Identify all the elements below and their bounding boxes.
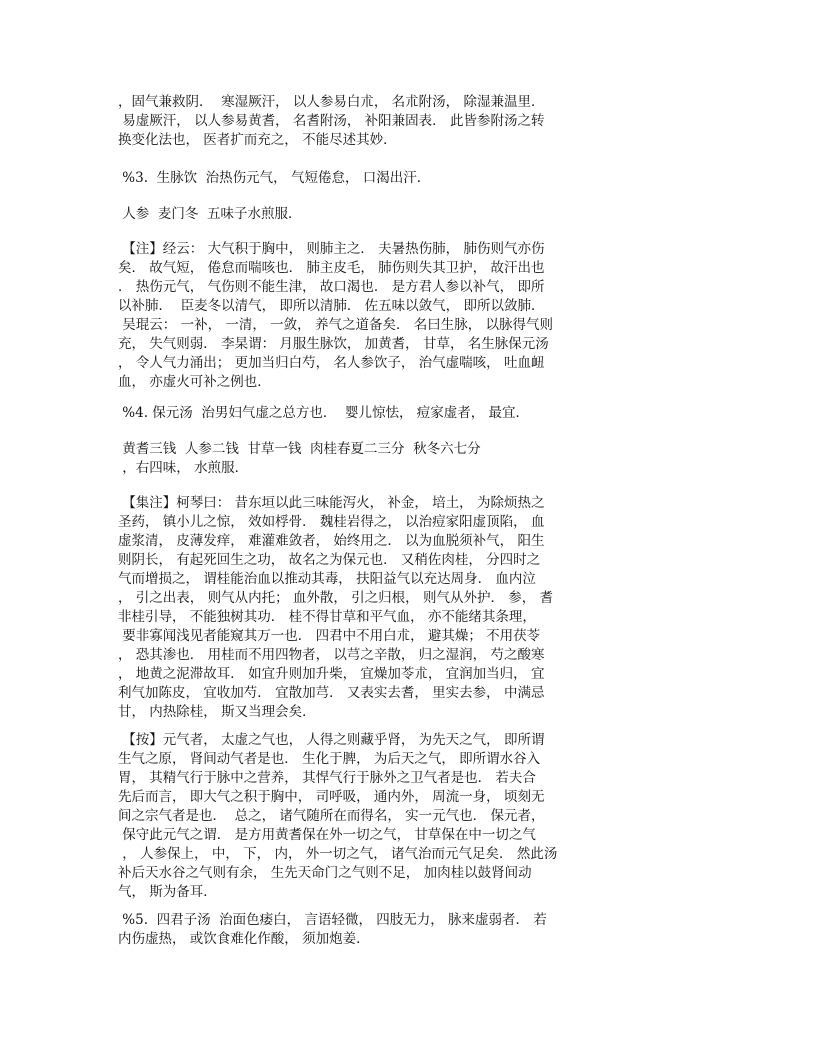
- text-line: 则阴长， 有起死回生之功， 故名之为保元也． 又稍佐肉桂， 分四时之: [118, 552, 541, 568]
- heading-sijunzitang: [118, 911, 598, 949]
- text-line: 血， 亦虚火可补之例也．: [118, 374, 271, 390]
- text-line: 【集注】柯琴曰： 昔东垣以此三味能泻火， 补金， 培土， 为除烦热之: [118, 495, 545, 511]
- text-line: ． 热伤元气， 气伤则不能生津， 故口渴也． 是方君人参以补气， 即所: [118, 279, 545, 295]
- text-line: 黄耆三钱 人参二钱 甘草一钱 肉桂春夏二三分 秋冬六七分: [118, 441, 481, 457]
- text-line: 甘， 内热除桂， 斯又当理会矣．: [118, 704, 316, 720]
- paragraph-fuzi-variants: [118, 93, 598, 150]
- note-yuanqi: [118, 731, 598, 902]
- text-line: 以补肺． 臣麦冬以清气， 即所以清肺． 佐五味以敛气， 即所以敛肺．: [118, 298, 545, 314]
- text-line: 人参 麦门冬 五味子水煎服．: [118, 206, 302, 222]
- text-line: 气而增损之， 谓桂能治血以推动其毒， 扶阳益气以充达周身． 血内泣: [118, 571, 536, 587]
- ingredients-baoyuantang: [118, 440, 598, 478]
- text-line: 先后而言， 即大气之积于胸中， 司呼吸， 通内外， 周流一身， 顷刻无: [118, 789, 545, 805]
- text-line: 虚浆清， 皮薄发痒， 难灌难敛者， 始终用之． 以为血脱须补气， 阳生: [118, 533, 545, 549]
- ingredients-shengmaiyin: [118, 205, 598, 224]
- text-line: %4. 保元汤 治男妇气虚之总方也． 婴儿惊怯， 痘家虚者， 最宜．: [118, 405, 530, 421]
- text-line: 生气之原， 肾间动气者是也． 生化于脾， 为后天之气， 即所谓水谷入: [118, 751, 541, 767]
- text-line: 保守此元气之谓． 是方用黄耆保在外一切之气， 甘草保在中一切之气: [118, 827, 536, 843]
- text-line: 吴琨云： 一补， 一清， 一敛， 养气之道备矣． 名曰生脉， 以脉得气则: [118, 317, 554, 333]
- text-line: 换变化法也， 医者扩而充之， 不能尽述其妙．: [118, 132, 397, 148]
- heading-shengmaiyin: [118, 169, 598, 188]
- text-line: 补后天水谷之气则有余， 生先天命门之气则不足， 加肉桂以鼓肾间动: [118, 865, 532, 881]
- heading-baoyuantang: [118, 404, 598, 423]
- text-line: 气， 斯为备耳．: [118, 884, 217, 900]
- text-line: 利气加陈皮， 宜收加芍． 宜散加芎． 又表实去耆， 里实去参， 中满忌: [118, 685, 545, 701]
- text-line: ， 引之出表， 则气从内托； 血外散， 引之归根， 则气从外护． 参， 耆: [118, 590, 554, 606]
- text-line: 【注】经云： 大气积于胸中， 则肺主之． 夫暑热伤肺， 肺伤则气亦伤: [118, 241, 545, 257]
- commentary-baoyuantang: [118, 494, 598, 722]
- text-line: 充， 失气则弱． 李杲谓： 月服生脉饮， 加黄耆， 甘草， 名生脉保元汤: [118, 336, 549, 352]
- text-line: 易虚厥汗， 以人参易黄耆， 名耆附汤， 补阳兼固表． 此皆参附汤之转: [118, 113, 545, 129]
- text-line: ， 令人气力涌出； 更加当归白芍， 名人参饮子， 治气虚喘咳， 吐血衄: [118, 355, 545, 371]
- text-line: ，固气兼救阴． 寒湿厥汗， 以人参易白朮， 名朮附汤， 除湿兼温里．: [118, 94, 545, 110]
- text-line: 圣药， 镇小儿之惊， 效如桴骨． 魏桂岩得之， 以治痘家阳虚顶陷， 血: [118, 514, 545, 530]
- text-line: %5. 四君子汤 治面色痿白， 言语轻微， 四肢无力， 脉来虚弱者． 若: [118, 912, 547, 928]
- text-line: 胃， 其精气行于脉中之营养， 其悍气行于脉外之卫气者是也． 若夫合: [118, 770, 536, 786]
- text-line: ， 人参保上， 中， 下， 内， 外一切之气， 诸气治而元气足矣． 然此汤: [118, 846, 558, 862]
- text-line: 内伤虚热， 或饮食难化作酸， 须加炮姜．: [118, 931, 370, 947]
- text-line: ， 地黄之泥滞故耳． 如宜升则加升柴， 宜燥加苓朮， 宜润加当归， 宜: [118, 666, 545, 682]
- text-line: ，右四味， 水煎服．: [118, 460, 249, 476]
- commentary-shengmaiyin: [118, 240, 598, 392]
- text-line: 非桂引导， 不能独树其功． 桂不得甘草和平气血， 亦不能绪其条理，: [118, 609, 536, 625]
- text-line: 【按】元气者， 太虚之气也， 人得之则藏乎肾， 为先天之气， 即所谓: [118, 732, 545, 748]
- text-line: %3. 生脉饮 治热伤元气， 气短倦怠， 口渴出汗．: [118, 170, 431, 186]
- text-line: 矣． 故气短， 倦怠而喘咳也． 肺主皮毛， 肺伤则失其卫护， 故汗出也: [118, 260, 545, 276]
- text-line: 间之宗气者是也． 总之， 诸气随所在而得名， 实一元气也． 保元者，: [118, 808, 545, 824]
- text-line: 要非寡闻浅见者能窥其万一也． 四君中不用白朮， 避其燥； 不用茯苓: [118, 628, 541, 644]
- text-line: ， 恐其渗也． 用桂而不用四物者， 以芎之辛散， 归之湿润， 芍之酸寒: [118, 647, 545, 663]
